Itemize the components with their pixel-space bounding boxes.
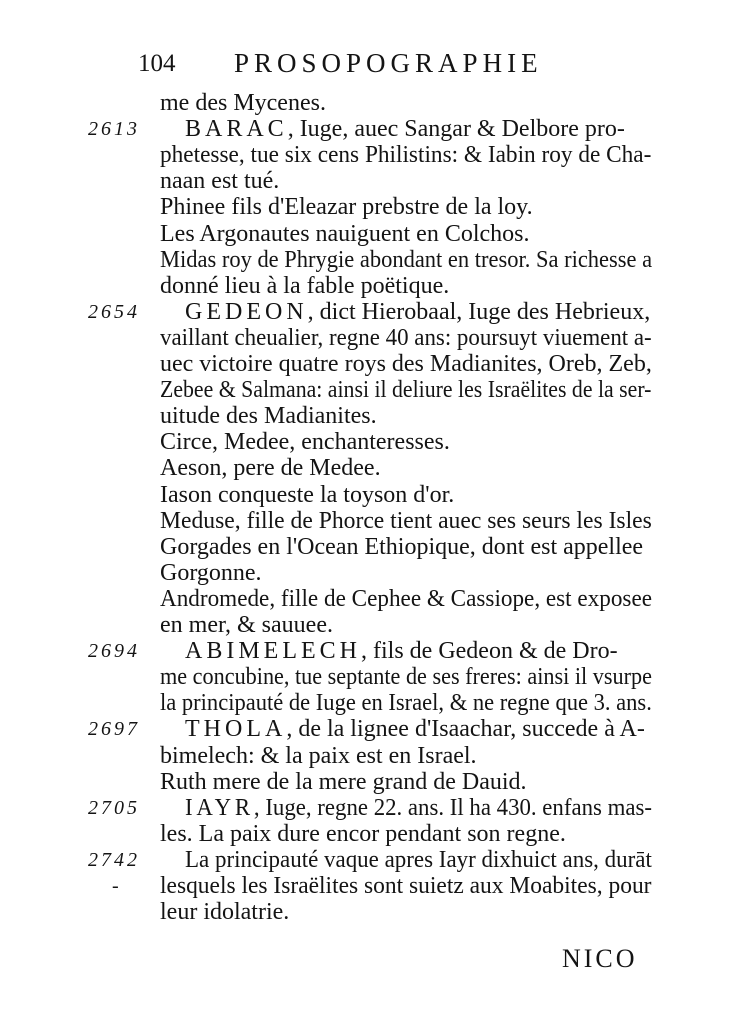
line-body: naan est tué.	[160, 168, 280, 195]
line-body: Meduse, fille de Phorce tient auec ses seurs les Isles	[160, 507, 652, 534]
line-text	[160, 429, 450, 456]
line-text	[160, 560, 262, 587]
entry-heading: IAYR	[185, 794, 254, 821]
line-body: , Iuge, regne 22. ans. Il ha 430. enfans mas-	[253, 794, 652, 821]
line-text	[160, 247, 652, 274]
line-body: les. La paix dure encor pendant son regne.	[160, 820, 566, 847]
line-body: phetesse, tue six cens Philistins: & Iabin roy de Cha-	[160, 142, 652, 169]
entry-heading: GEDEON	[185, 298, 308, 325]
line-body: Iason conqueste la toyson d'or.	[160, 481, 455, 508]
text-line	[0, 612, 751, 638]
text-line	[0, 847, 751, 873]
text-line	[0, 716, 751, 742]
text-line	[0, 273, 751, 299]
line-text	[160, 743, 477, 770]
text-line	[0, 769, 751, 795]
line-body: , Iuge, auec Sangar & Delbore pro-	[287, 116, 625, 143]
line-body: la principauté de Iuge en Israel, & ne regne que 3. ans.	[160, 690, 652, 717]
line-text	[160, 482, 454, 509]
text-line	[0, 455, 751, 481]
text-line	[0, 690, 751, 716]
line-text	[185, 299, 650, 326]
line-text	[185, 795, 652, 822]
entry-heading: THOLA	[185, 716, 287, 743]
margin-year: 2654	[88, 300, 140, 323]
line-text	[185, 116, 625, 143]
running-title: PROSOPOGRAPHIE	[234, 48, 543, 78]
line-text	[160, 273, 449, 300]
margin-year: 2705	[88, 796, 140, 819]
text-line	[0, 325, 751, 351]
text-line	[0, 403, 751, 429]
line-body: donné lieu à la fable poëtique.	[160, 272, 450, 299]
line-body: Les Argonautes nauiguent en Colchos.	[160, 220, 530, 247]
line-text	[185, 847, 652, 874]
text-line	[0, 142, 751, 168]
margin-year: 2613	[88, 118, 140, 141]
text-line	[0, 116, 751, 142]
line-text	[160, 821, 566, 848]
line-body: en mer, & sauuee.	[160, 612, 333, 638]
line-text	[160, 508, 652, 535]
text-line	[0, 299, 751, 325]
line-text	[160, 90, 326, 117]
line-text	[160, 221, 530, 248]
line-text	[160, 142, 651, 169]
line-text	[160, 325, 652, 352]
text-line	[0, 664, 751, 690]
line-body: me concubine, tue septante de ses freres: ainsi il vsurpe	[160, 664, 652, 691]
line-body: uitude des Madianites.	[160, 403, 377, 430]
text-line	[0, 899, 751, 925]
text-line	[0, 168, 751, 194]
line-body: bimelech: & la paix est en Israel.	[160, 742, 477, 769]
line-text	[160, 403, 377, 430]
line-text	[185, 716, 645, 743]
line-text	[160, 534, 643, 561]
text-line	[0, 482, 751, 508]
line-body: Phinee fils d'Eleazar prebstre de la loy.	[160, 194, 533, 221]
margin-year: 2697	[88, 718, 140, 741]
line-body: Aeson, pere de Medee.	[160, 455, 381, 482]
text-line	[0, 743, 751, 769]
line-body: Ruth mere de la mere grand de Dauid.	[160, 768, 527, 795]
line-text	[185, 638, 618, 665]
line-body: lesquels les Israëlites sont suietz aux Moabites, pour	[160, 873, 652, 899]
text-line	[0, 560, 751, 586]
page-number: 104	[138, 50, 176, 77]
line-text	[160, 664, 652, 691]
line-text	[160, 690, 652, 717]
line-text	[160, 586, 652, 613]
margin-mark: -	[112, 875, 119, 897]
catchword: NICO	[562, 944, 638, 973]
line-body: La principauté vaque apres Iayr dixhuict ans, durāt	[185, 846, 652, 873]
margin-year: 2742	[88, 848, 140, 871]
line-text	[160, 168, 279, 195]
text-line	[0, 821, 751, 847]
line-body: Midas roy de Phrygie abondant en tresor. Sa richesse a	[160, 246, 653, 273]
text-line	[0, 534, 751, 560]
text-line	[0, 873, 751, 899]
line-body: vaillant cheualier, regne 40 ans: poursuyt viuement a-	[160, 324, 652, 351]
line-body: , de la lignee d'Isaachar, succede à A-	[286, 716, 645, 743]
text-line	[0, 351, 751, 377]
text-line	[0, 194, 751, 220]
line-body: leur idolatrie.	[160, 899, 290, 926]
entry-heading: BARAC	[185, 116, 288, 143]
text-line	[0, 247, 751, 273]
line-body: , fils de Gedeon & de Dro-	[361, 638, 618, 665]
line-body: Andromede, fille de Cephee & Cassiope, est exposee	[160, 585, 653, 612]
line-body: Gorgonne.	[160, 559, 262, 586]
line-text	[160, 455, 381, 482]
text-line	[0, 586, 751, 612]
line-text	[160, 377, 651, 404]
text-line	[0, 508, 751, 534]
line-body: Circe, Medee, enchanteresses.	[160, 429, 450, 456]
line-body: uec victoire quatre roys des Madianites, Oreb, Zeb,	[160, 351, 652, 377]
line-text	[160, 899, 289, 926]
text-line	[0, 221, 751, 247]
line-body: Zebee & Salmana: ainsi il deliure les Israëlites de la ser-	[160, 377, 652, 404]
running-header	[138, 48, 698, 84]
line-body: Gorgades en l'Ocean Ethiopique, dont est appellee	[160, 533, 644, 560]
line-text	[160, 351, 652, 378]
text-line	[0, 638, 751, 664]
line-text	[160, 612, 333, 639]
text-line	[0, 377, 751, 403]
text-line	[0, 429, 751, 455]
text-line	[0, 90, 751, 116]
line-body: , dict Hierobaal, Iuge des Hebrieux,	[307, 298, 651, 325]
line-text	[160, 194, 533, 221]
margin-year: 2694	[88, 640, 140, 663]
text-line	[0, 795, 751, 821]
line-body: me des Mycenes.	[160, 90, 326, 116]
line-text	[160, 769, 527, 796]
line-text	[160, 873, 652, 900]
entry-heading: ABIMELECH	[185, 638, 361, 665]
